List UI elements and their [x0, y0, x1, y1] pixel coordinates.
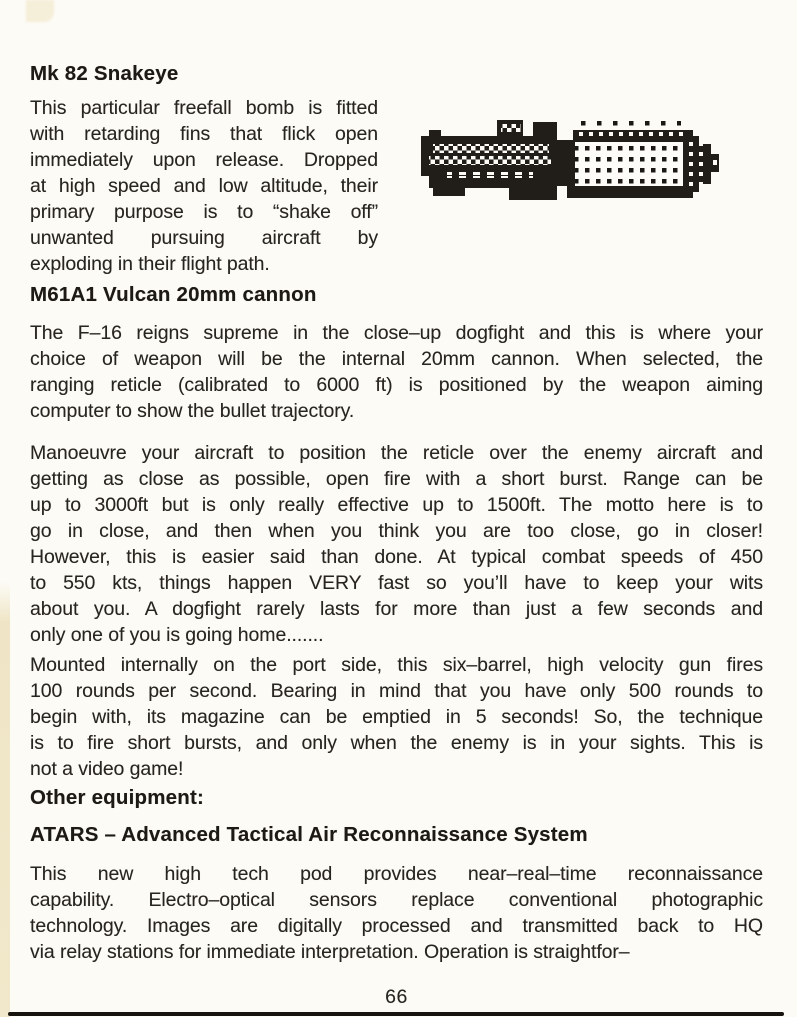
text-line: primary purpose is to “shake off” [30, 201, 378, 223]
text-line: Mounted internally on the port side, this six–barrel, high velocity gun fires [30, 654, 763, 676]
vulcan-paragraph-1 [30, 320, 763, 424]
vulcan-paragraph-3 [30, 652, 763, 782]
text-line: getting as close as possible, open fire with a short burst. Range can be [30, 468, 763, 490]
text-line: exploding in their flight path. [30, 253, 270, 275]
text-line: The F–16 reigns supreme in the close–up dogfight and this is where your [30, 322, 763, 344]
text-line: with retarding fins that flick open [30, 123, 378, 145]
text-line: is to fire short bursts, and only when the enemy is in your sights. This is [30, 732, 763, 754]
other-equipment-heading: Other equipment: [30, 786, 205, 809]
text-line: capability. Electro–optical sensors replace conventional photographic [30, 889, 763, 911]
page-corner-tint [26, 0, 54, 22]
text-line: immediately upon release. Dropped [30, 149, 378, 171]
text-line: go in close, and then when you think you are too close, go in closer! [30, 520, 763, 542]
text-line: to 550 kts, things happen VERY fast so you’ll have to keep your wits [30, 572, 763, 594]
mk82-heading: Mk 82 Snakeye [30, 62, 179, 85]
page-edge-tint [0, 582, 10, 1017]
text-line: computer to show the bullet trajectory. [30, 400, 355, 422]
bottom-scan-edge-bar [8, 1012, 784, 1016]
mk82-paragraph [30, 95, 378, 277]
text-line: at high speed and low altitude, their [30, 175, 378, 197]
text-line: technology. Images are digitally processed and transmitted back to HQ [30, 915, 763, 937]
vulcan-heading: M61A1 Vulcan 20mm cannon [30, 283, 317, 306]
text-line: only one of you is going home....... [30, 624, 324, 646]
text-line: unwanted pursuing aircraft by [30, 227, 378, 249]
mk82-snakeye-bomb-image [417, 110, 721, 209]
text-line: begin with, its magazine can be emptied in 5 seconds! So, the technique [30, 706, 763, 728]
text-line: This new high tech pod provides near–real–time reconnaissance [30, 863, 763, 885]
text-line: Manoeuvre your aircraft to position the reticle over the enemy aircraft and [30, 442, 763, 464]
text-line: not a video game! [30, 758, 184, 780]
text-line: about you. A dogfight rarely lasts for more than just a few seconds and [30, 598, 763, 620]
text-line: ranging reticle (calibrated to 6000 ft) is positioned by the weapon aiming [30, 374, 763, 396]
atars-paragraph [30, 861, 763, 965]
atars-heading: ATARS – Advanced Tactical Air Reconnaissance System [30, 823, 588, 846]
text-line: choice of weapon will be the internal 20mm cannon. When selected, the [30, 348, 763, 370]
page-number: 66 [385, 986, 408, 1008]
text-line: via relay stations for immediate interpretation. Operation is straightfor– [30, 941, 630, 963]
text-line: 100 rounds per second. Bearing in mind that you have only 500 rounds to [30, 680, 763, 702]
vulcan-paragraph-2 [30, 440, 763, 648]
text-line: up to 3000ft but is only really effective up to 1500ft. The motto here is to [30, 494, 763, 516]
text-line: However, this is easier said than done. At typical combat speeds of 450 [30, 546, 763, 568]
text-line: This particular freefall bomb is fitted [30, 97, 378, 119]
